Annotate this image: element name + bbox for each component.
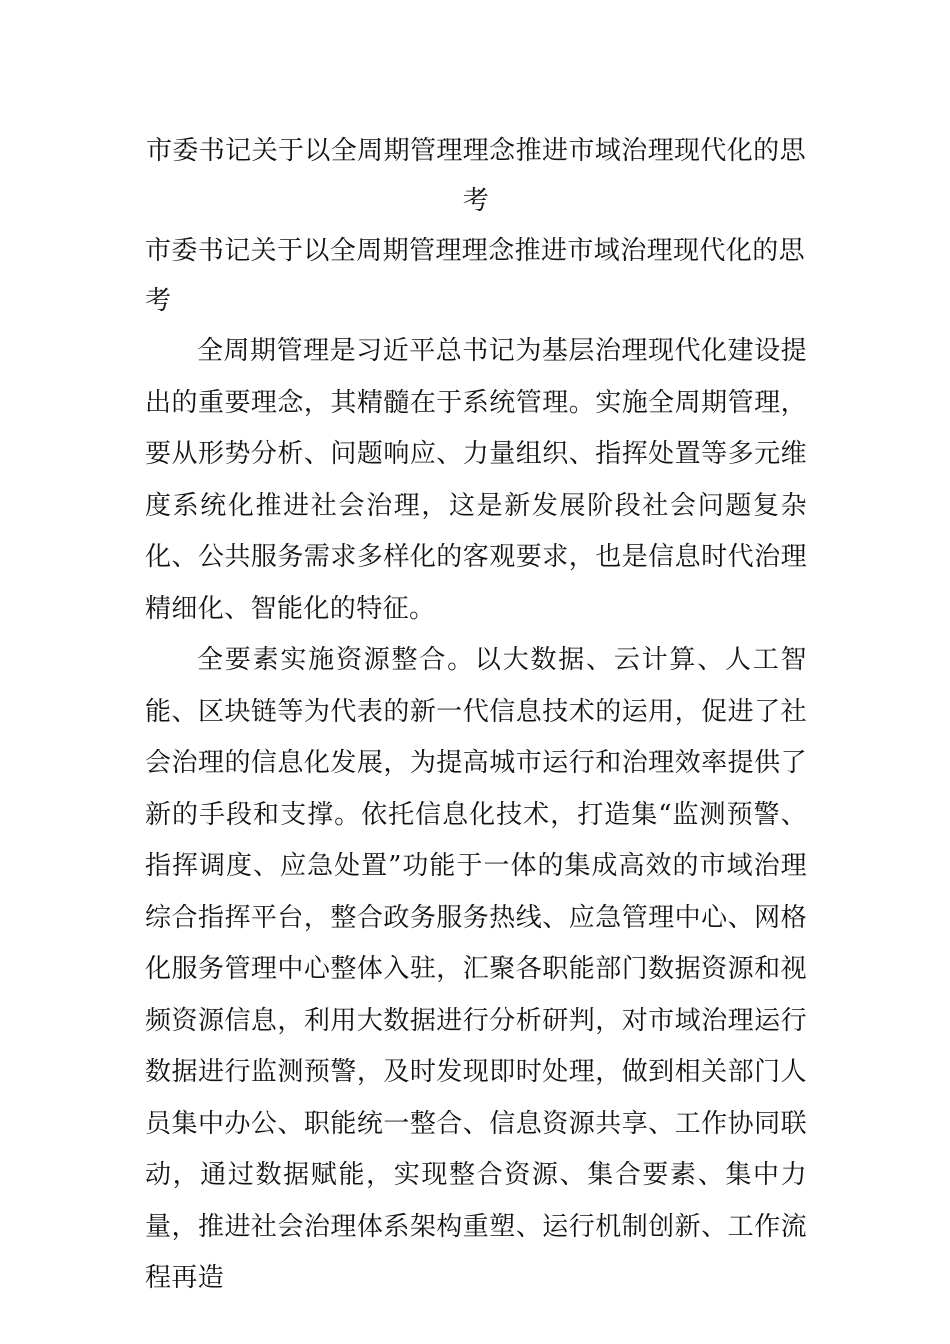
document-page — [145, 126, 807, 1305]
paragraph-1: 全周期管理是习近平总书记为基层治理现代化建设提出的重要理念，其精髓在于系统管理。实施全周期管理，要从形势分析、问题响应、力量组织、指挥处置等多元维度系统化推进社会治理，这是新发展阶段社会问题复杂化、公共服务需求多样化的客观要求，也是信息时代治理精细化、智能化的特征。 — [145, 336, 807, 624]
document-title: 市委书记关于以全周期管理理念推进市域治理现代化的思考 — [145, 136, 806, 216]
document-subtitle: 市委书记关于以全周期管理理念推进市域治理现代化的思考 — [145, 236, 806, 316]
paragraph-2: 全要素实施资源整合。以大数据、云计算、人工智能、区块链等为代表的新一代信息技术的运用，促进了社会治理的信息化发展，为提高城市运行和治理效率提供了新的手段和支撑。依托信息化技术，打造集“监测预警、指挥调度、应急处置”功能于一体的集成高效的市域治理综合指挥平台，整合政务服务热线、应急管理中心、网格化服务管理中心整体入驻，汇聚各职能部门数据资源和视频资源信息，利用大数据进行分析研判，对市域治理运行数据进行监测预警，及时发现即时处理，做到相关部门人员集中办公、职能统一整合、信息资源共享、工作协同联动，通过数据赋能，实现整合资源、集合要素、集中力量，推进社会治理体系架构重塑、运行机制创新、工作流程再造 — [145, 645, 807, 1293]
